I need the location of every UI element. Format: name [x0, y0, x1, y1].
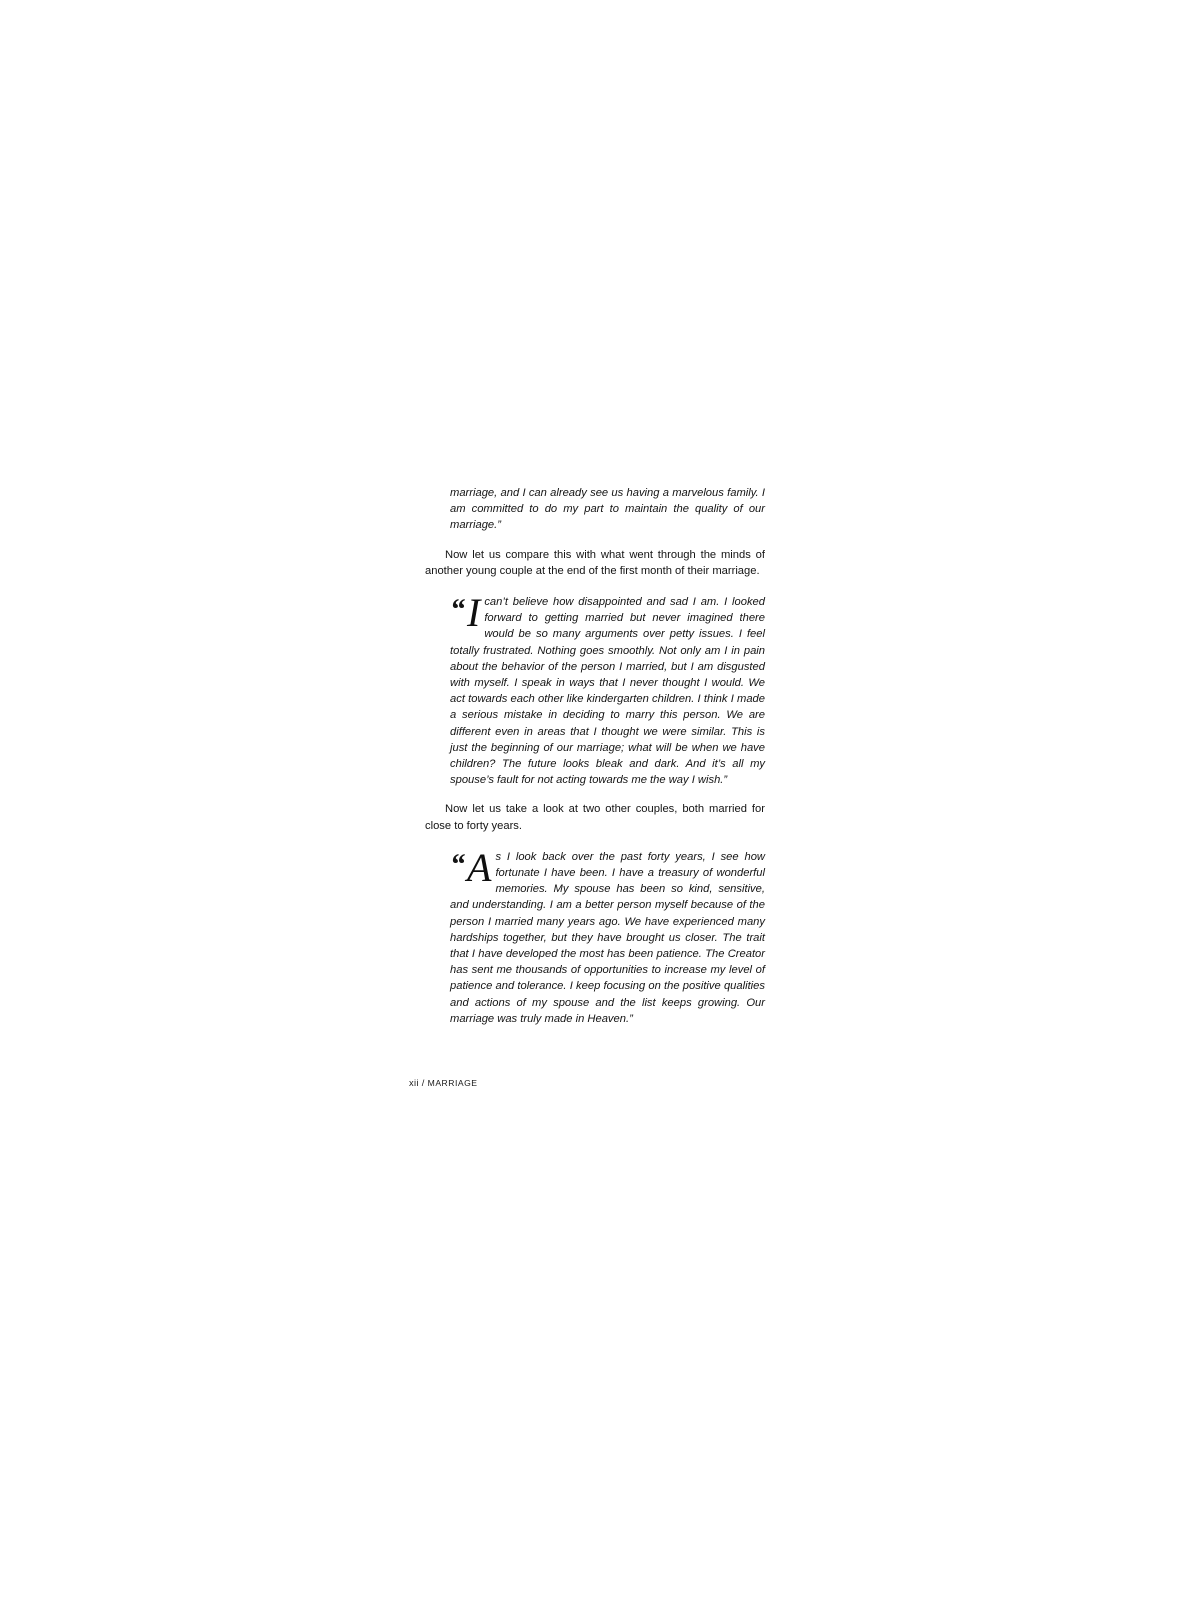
testimonial-quote-2-text: s I look back over the past forty years, I see how fortunate I have been. I have a treasury of wonderful memories. My spouse has been so kind, sensitive, and understanding. I am a better person myself because of the person I married many years ago. We have experienced many hardships together, but they have brought us closer. The trait that I have developed the most has been patience. The Creator has sent me thousands of opportunities to increase my level of patience and tolerance. I keep focusing on the positive qualities and actions of my spouse and the list keeps growing. Our marriage was truly made in Heaven.” [450, 850, 765, 1025]
body-paragraph-1: Now let us compare this with what went through the minds of another young couple at the end of the first month of their marriage. [425, 548, 765, 577]
testimonial-quote-2 [450, 844, 765, 1027]
testimonial-quote-1 [450, 590, 765, 788]
page-text-column [425, 485, 765, 1027]
dropcap-letter-2: A [467, 844, 492, 890]
open-quote-mark-icon: “ [450, 593, 465, 627]
open-quote-mark-icon: “ [450, 847, 465, 881]
body-paragraph-2: Now let us take a look at two other couples, both married for close to forty years. [425, 803, 765, 832]
testimonial-quote-1-text: can’t believe how disappointed and sad I am. I looked forward to getting married but never imagined there would be so many arguments over petty issues. I feel totally frustrated. Nothing goes smoothly. Not only am I in pain about the behavior of the person I married, but I am disgusted with myself. I speak in ways that I never thought I would. We act towards each other like kindergarten children. I think I made a serious mistake in deciding to marry this person. We are different even in areas that I thought we were similar. This is just the beginning of our marriage; what will be when we have children? The future looks bleak and dark. And it’s all my spouse’s fault for not acting towards me the way I wish.” [450, 596, 765, 787]
folio-book-title: MARRIAGE [427, 1078, 478, 1088]
dropcap-letter-1: I [467, 590, 481, 636]
page-footer-folio [409, 1078, 478, 1088]
folio-page-number: xii [409, 1078, 419, 1088]
folio-separator: / [421, 1078, 425, 1088]
continued-quote-paragraph: marriage, and I can already see us having a marvelous family. I am committed to do my part to maintain the quality of our marriage.” [450, 487, 765, 532]
